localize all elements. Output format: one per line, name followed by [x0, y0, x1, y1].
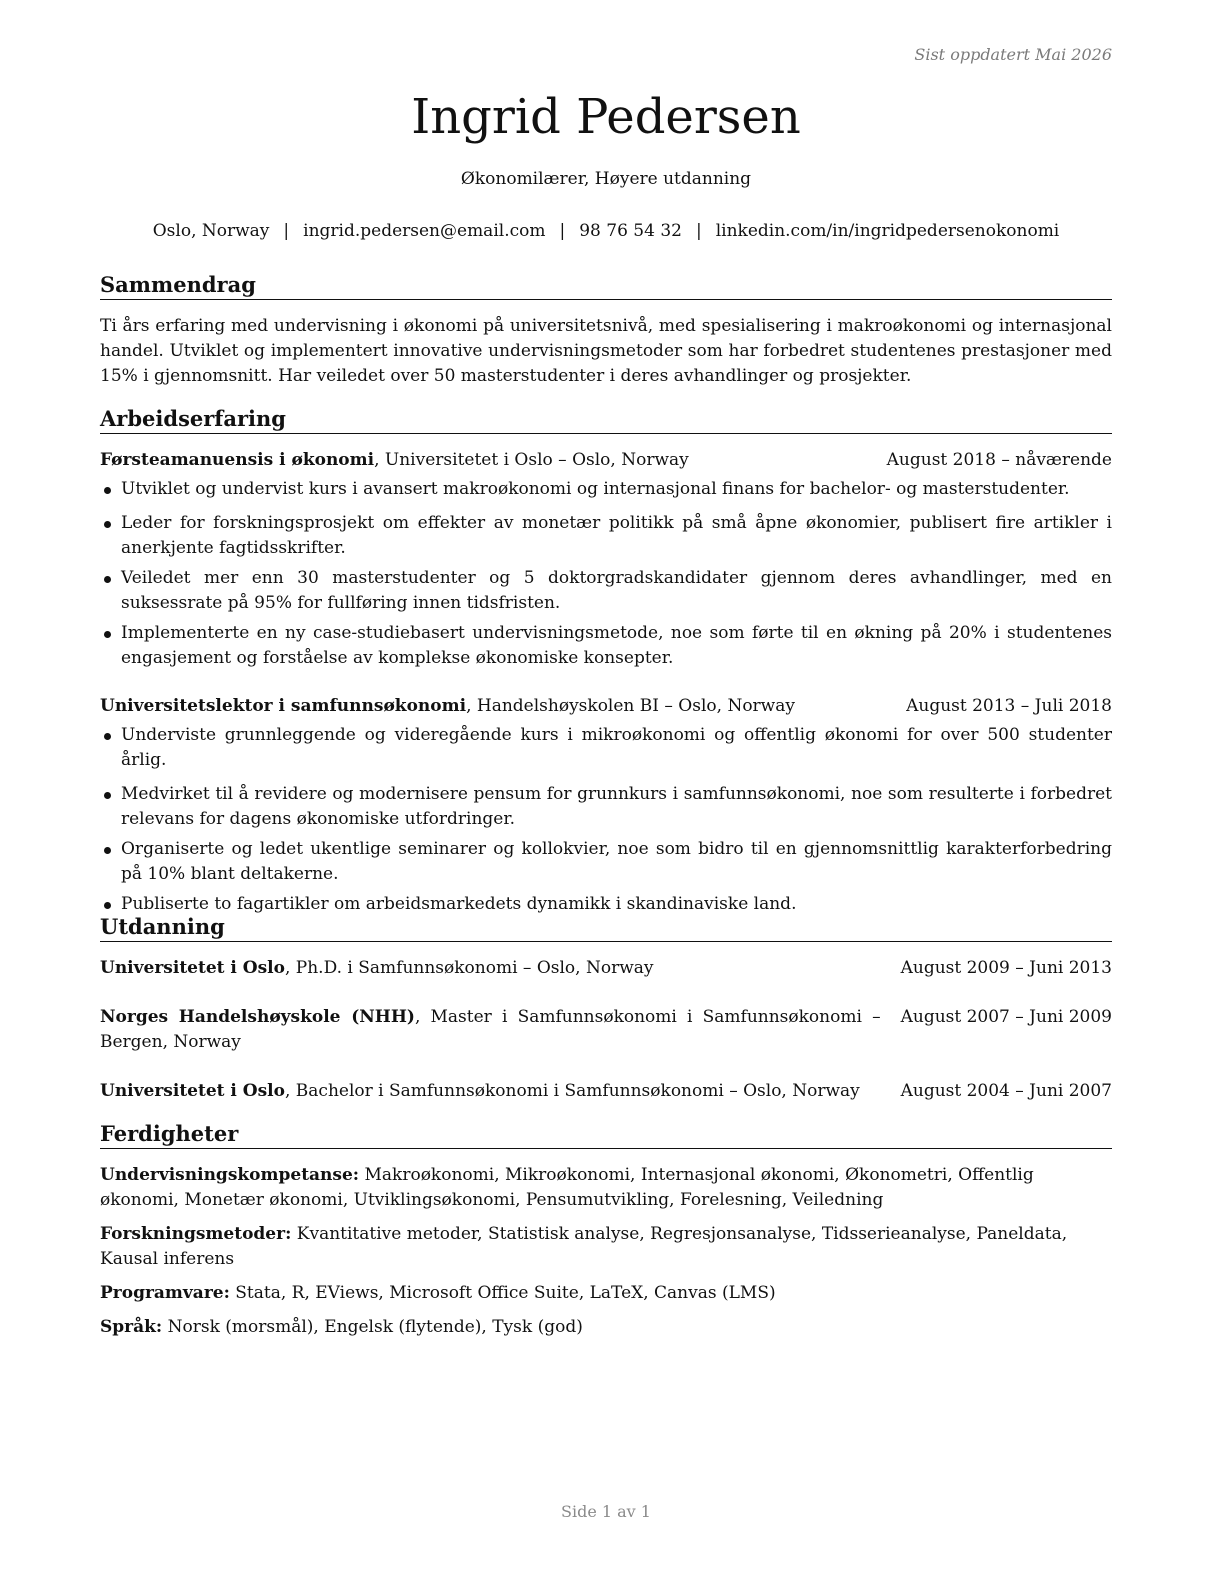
- education-entry: [100, 1079, 1112, 1104]
- job-dates: August 2013 – Juli 2018: [906, 696, 1112, 716]
- section-title-education: Utdanning: [100, 913, 1112, 942]
- job-bullets: [100, 477, 1112, 671]
- job-bullets: [100, 723, 1112, 917]
- skill-value: Norsk (morsmål), Engelsk (flytende), Tysk (god): [162, 1317, 583, 1337]
- contact-line: [90, 219, 1122, 243]
- section-title-skills: Ferdigheter: [100, 1120, 1112, 1149]
- education-dates: August 2007 – Juni 2009: [900, 1007, 1112, 1027]
- skill-label: Språk:: [100, 1317, 163, 1337]
- education-school: Universitetet i Oslo: [100, 958, 285, 978]
- education-dates: August 2009 – Juni 2013: [900, 958, 1112, 978]
- skill-label: Undervisningskompetanse:: [100, 1165, 360, 1185]
- job-entry: [100, 694, 1112, 917]
- summary-section: [100, 271, 1112, 389]
- job-bullet: Organiserte og ledet ukentlige seminarer og kollokvier, noe som bidro til en gjennomsnittlig karakterforbedring på 10% blant deltakerne.: [100, 837, 1112, 887]
- education-entry: [100, 1005, 1112, 1055]
- job-bullet: Utviklet og undervist kurs i avansert makroøkonomi og internasjonal finans for bachelor- og masterstudenter.: [100, 477, 1112, 502]
- contact-separator: |: [559, 221, 566, 241]
- education-detail: , Master i Samfunnsøkonomi i Samfunnsøkonomi – Bergen, Norway: [100, 1007, 881, 1052]
- candidate-name: Ingrid Pedersen: [411, 89, 801, 145]
- education-detail: , Bachelor i Samfunnsøkonomi i Samfunnsøkonomi – Oslo, Norway: [284, 1081, 860, 1101]
- last-updated: Sist oppdatert Mai 2026: [914, 45, 1112, 64]
- contact-separator: |: [695, 221, 702, 241]
- skill-line: [100, 1163, 1112, 1213]
- contact-separator: |: [283, 221, 290, 241]
- resume-page: [100, 0, 1112, 1584]
- job-bullet: Medvirket til å revidere og modernisere pensum for grunnkurs i samfunnsøkonomi, noe som resulterte i forbedret relevans for dagens økonomiske utfordringer.: [100, 782, 1112, 832]
- contact-phone: 98 76 54 32: [579, 221, 682, 241]
- candidate-subtitle: Økonomilærer, Høyere utdanning: [460, 169, 752, 189]
- skill-label: Forskningsmetoder:: [100, 1224, 292, 1244]
- education-detail: , Ph.D. i Samfunnsøkonomi – Oslo, Norway: [284, 958, 654, 978]
- job-org: , Handelshøyskolen BI – Oslo, Norway: [466, 696, 795, 716]
- education-section: [100, 913, 1112, 1104]
- contact-location: Oslo, Norway: [152, 221, 270, 241]
- job-bullet: Publiserte to fagartikler om arbeidsmarkedets dynamikk i skandinaviske land.: [100, 892, 1112, 917]
- contact-linkedin[interactable]: linkedin.com/in/ingridpedersenokonomi: [715, 221, 1060, 241]
- job-header: [100, 694, 1112, 719]
- skill-value: Kvantitative metoder, Statistisk analyse, Regresjonsanalyse, Tidsserieanalyse, Paneldata, Kausal inferens: [100, 1224, 1068, 1269]
- section-title-summary: Sammendrag: [100, 271, 1112, 300]
- job-dates: August 2018 – nåværende: [886, 450, 1112, 470]
- job-role: Universitetslektor i samfunnsøkonomi: [100, 696, 467, 716]
- experience-section: [100, 405, 1112, 917]
- job-bullet: Underviste grunnleggende og videregående kurs i mikroøkonomi og offentlig økonomi for over 500 studenter årlig.: [100, 723, 1112, 773]
- education-school: Universitetet i Oslo: [100, 1081, 285, 1101]
- skill-line: [100, 1281, 1112, 1306]
- education-dates: August 2004 – Juni 2007: [900, 1081, 1112, 1101]
- skill-label: Programvare:: [100, 1283, 230, 1303]
- skill-line: [100, 1222, 1112, 1272]
- job-bullet: Implementerte en ny case-studiebasert undervisningsmetode, noe som førte til en økning på 20% i studentenes engasjement og forståelse av komplekse økonomiske konsepter.: [100, 621, 1112, 671]
- job-bullet: Veiledet mer enn 30 masterstudenter og 5 doktorgradskandidater gjennom deres avhandlinger, med en suksessrate på 95% for fullføring innen tidsfristen.: [100, 566, 1112, 616]
- contact-email[interactable]: ingrid.pedersen@email.com: [303, 221, 546, 241]
- section-title-experience: Arbeidserfaring: [100, 405, 1112, 434]
- page-footer: Side 1 av 1: [561, 1502, 651, 1521]
- job-entry: [100, 448, 1112, 671]
- skill-value: Makroøkonomi, Mikroøkonomi, Internasjonal økonomi, Økonometri, Offentlig økonomi, Monetær økonomi, Utviklingsøkonomi, Pensumutvikling, Forelesning, Veiledning: [100, 1165, 1034, 1210]
- skill-value: Stata, R, EViews, Microsoft Office Suite, LaTeX, Canvas (LMS): [229, 1283, 776, 1303]
- job-org: , Universitetet i Oslo – Oslo, Norway: [374, 450, 689, 470]
- education-school: Norges Handelshøyskole (NHH): [100, 1007, 415, 1027]
- skill-line: [100, 1315, 1112, 1340]
- skills-section: [100, 1120, 1112, 1349]
- job-header: [100, 448, 1112, 473]
- education-entry: [100, 956, 1112, 981]
- job-bullet: Leder for forskningsprosjekt om effekter av monetær politikk på små åpne økonomier, publisert fire artikler i anerkjente fagtidsskrifter.: [100, 511, 1112, 561]
- summary-text: Ti års erfaring med undervisning i økonomi på universitetsnivå, med spesialisering i makroøkonomi og internasjonal handel. Utviklet og implementert innovative undervisningsmetoder som har forbedret studentenes prestasjoner med 15% i gjennomsnitt. Har veiledet over 50 masterstudenter i deres avhandlinger og prosjekter.: [100, 316, 1112, 386]
- job-role: Førsteamanuensis i økonomi: [100, 450, 375, 470]
